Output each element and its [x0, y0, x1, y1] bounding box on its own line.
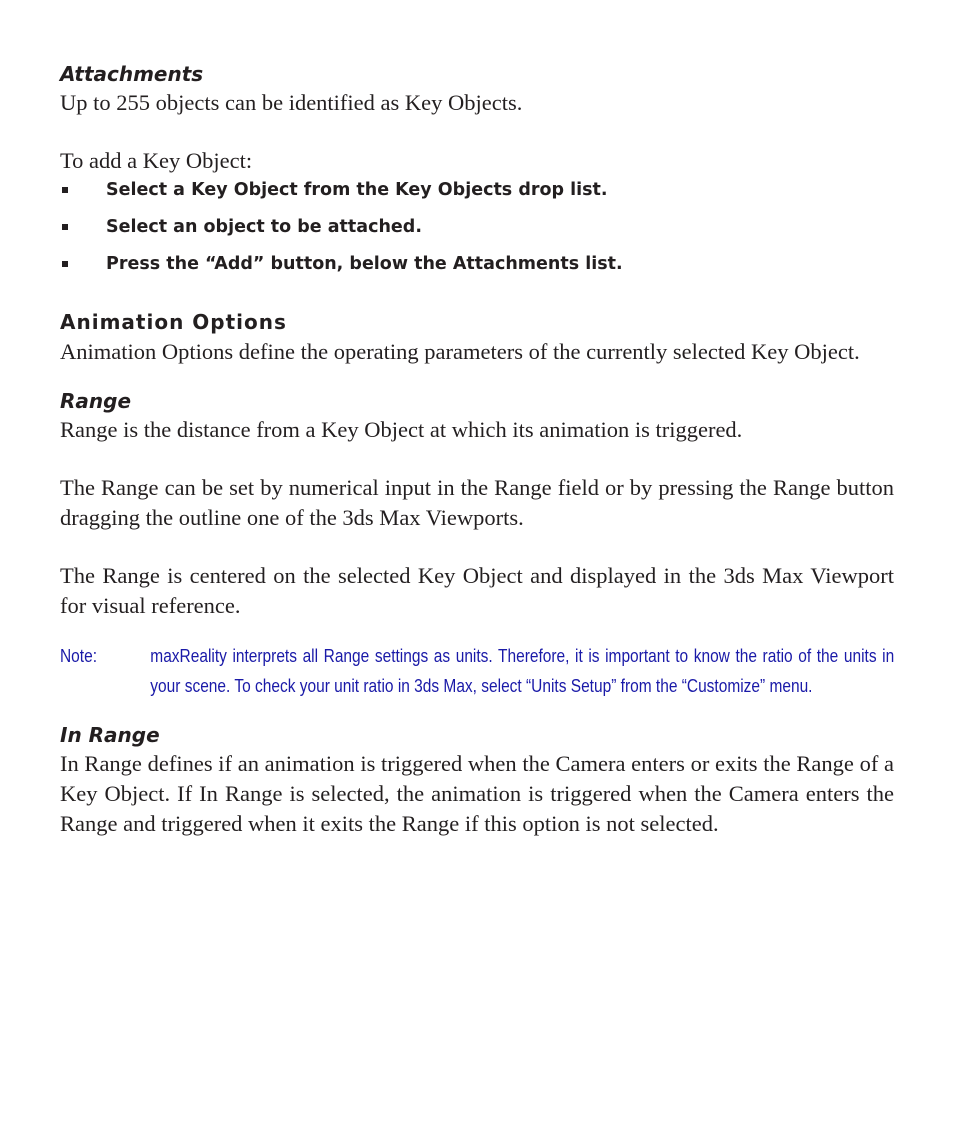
- range-note: [60, 641, 894, 701]
- list-item: [60, 176, 894, 204]
- note-text: maxReality interprets all Range settings as units. Therefore, it is important to know the ratio of the units in your scene. To check your unit ratio in 3ds Max, select “Units Setup” from the “Customize” menu.: [150, 646, 895, 696]
- range-paragraph-2: The Range can be set by numerical input in the Range field or by pressing the Range button dragging the outline one of the 3ds Max Viewports.: [60, 475, 894, 530]
- bullet-square-icon: [62, 261, 68, 267]
- list-item: [60, 250, 894, 278]
- document-page: [60, 60, 894, 839]
- bullet-square-icon: [62, 224, 68, 230]
- range-paragraph-1: Range is the distance from a Key Object at which its animation is triggered.: [60, 417, 743, 442]
- step-text: Select a Key Object from the Key Objects drop list.: [106, 180, 608, 200]
- animation-options-heading: Animation Options: [60, 310, 287, 334]
- step-text: Select an object to be attached.: [106, 217, 422, 237]
- bullet-square-icon: [62, 187, 68, 193]
- range-heading: Range: [60, 389, 132, 413]
- step-text: Press the “Add” button, below the Attachments list.: [106, 254, 623, 274]
- animation-options-text: Animation Options define the operating parameters of the currently selected Key Object.: [60, 339, 860, 364]
- list-item: [60, 213, 894, 241]
- steps-list: [60, 176, 894, 278]
- attachments-intro: Up to 255 objects can be identified as Key Objects.: [60, 90, 523, 115]
- in-range-heading: In Range: [60, 723, 160, 747]
- attachments-heading: Attachments: [60, 62, 204, 86]
- note-label: Note:: [60, 646, 98, 666]
- range-paragraph-3: The Range is centered on the selected Key Object and displayed in the 3ds Max Viewport for visual reference.: [60, 563, 894, 618]
- in-range-text: In Range defines if an animation is triggered when the Camera enters or exits the Range of a Key Object. If In Range is selected, the animation is triggered when the Camera enters the Range and triggered when it exits the Range if this option is not selected.: [60, 751, 894, 836]
- steps-intro: To add a Key Object:: [60, 148, 253, 173]
